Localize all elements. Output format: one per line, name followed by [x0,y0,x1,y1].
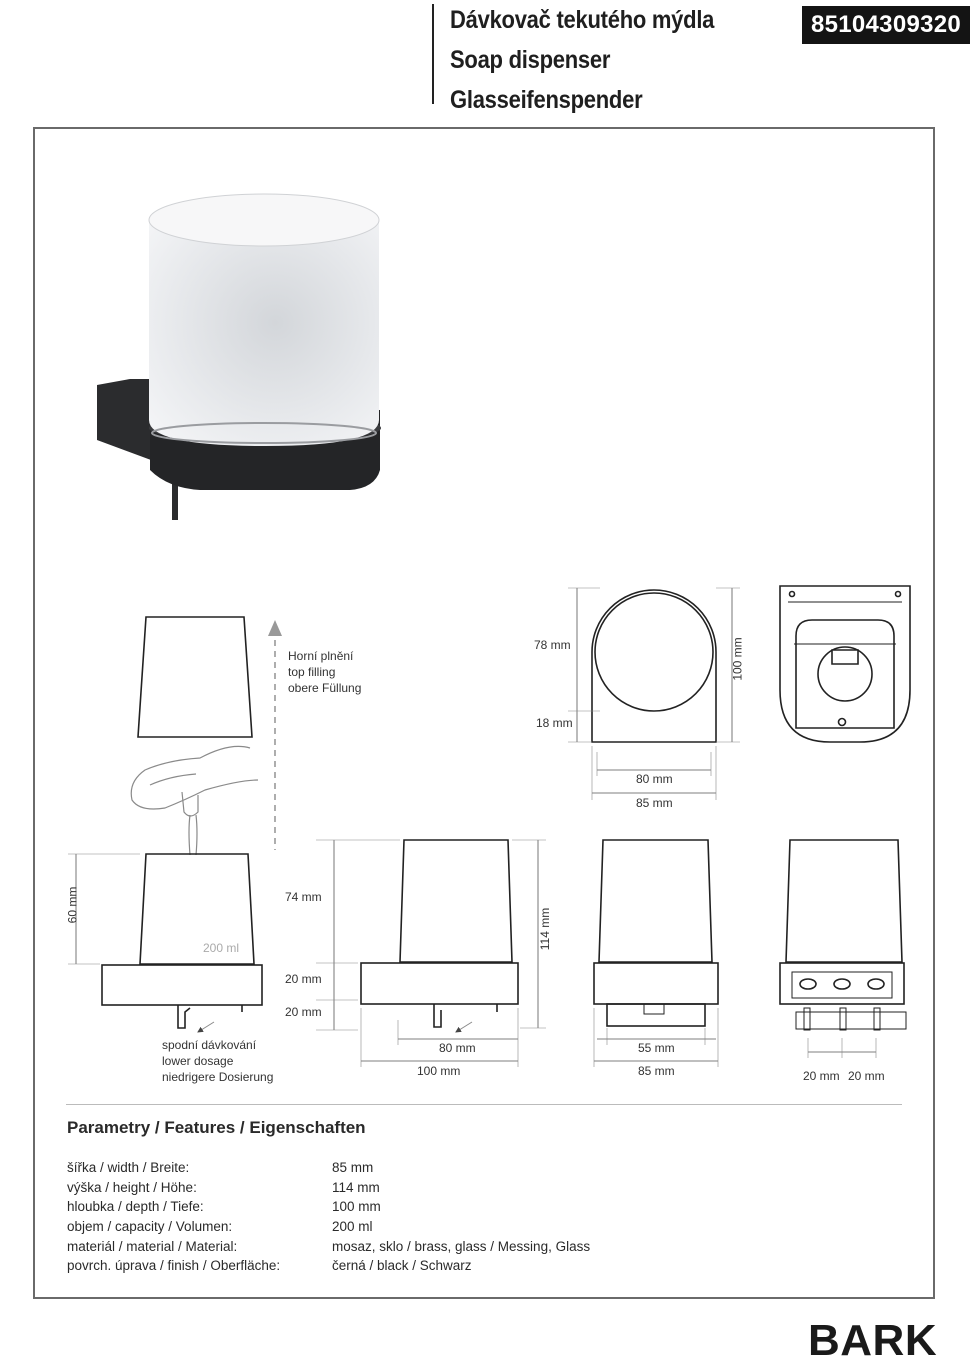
dim-74: 74 mm [285,890,322,904]
dim-80-side: 80 mm [439,1041,476,1055]
feature-label: hloubka / depth / Tiefe: [67,1199,204,1215]
feature-row [67,1258,667,1278]
brand-logo: BARK [808,1316,938,1365]
feature-value: 200 ml [332,1219,373,1235]
feature-row [67,1239,667,1259]
feature-row [67,1199,667,1219]
feature-value: mosaz, sklo / brass, glass / Messing, Glass [332,1238,591,1254]
dim-18: 18 mm [536,716,573,730]
feature-label: výška / height / Höhe: [67,1179,197,1195]
feature-row [67,1219,667,1239]
feature-value: 114 mm [332,1179,380,1195]
feature-row [67,1160,667,1180]
feature-value: 100 mm [332,1199,381,1215]
top-filling-label: Horní plnění top filling obere Füllung [288,649,362,695]
title-cz: Dávkovač tekutého mýdla [450,6,715,34]
feature-label: objem / capacity / Volumen: [67,1219,233,1235]
volume-mark: 200 ml [203,941,240,955]
product-photo [97,194,381,520]
lower-dosage-label: spodní dávkování lower dosage niedrigere Dosierung [162,1038,274,1084]
dim-78: 78 mm [534,638,571,652]
dispenser-front-c [594,840,718,1067]
dispenser-side-b [316,840,546,1067]
dim-60: 60 mm [65,886,80,924]
feature-value: 85 mm [332,1160,374,1175]
dim-20-d: 20 mm [848,1069,885,1083]
title-de: Glasseifenspender [450,86,643,114]
features-table [67,1160,667,1278]
dim-100-vertical: 100 mm [730,637,745,681]
dim-85-front: 85 mm [638,1064,675,1078]
filling-glass [138,617,282,850]
dim-80-top: 80 mm [636,772,673,786]
features-title: Parametry / Features / Eigenschaften [67,1118,366,1137]
features-separator [66,1104,902,1105]
wall-bracket-back [780,586,910,742]
dim-114: 114 mm [538,907,553,951]
product-code: 85104309320 [802,6,970,44]
dim-100-side: 100 mm [417,1064,461,1078]
feature-value: černá / black / Schwarz [332,1258,472,1274]
front-view-round [568,588,740,800]
dim-85-top: 85 mm [636,796,673,810]
title-en: Soap dispenser [450,46,611,74]
feature-label: šířka / width / Breite: [67,1160,190,1175]
feature-label: povrch. úprava / finish / Oberfläche: [67,1258,281,1274]
dim-55: 55 mm [638,1041,675,1055]
feature-row [67,1180,667,1200]
dim-20-b: 20 mm [285,1005,322,1019]
feature-label: materiál / material / Material: [67,1238,238,1254]
hand-sketch [131,746,258,855]
dim-20-a: 20 mm [285,972,322,986]
dim-20-c: 20 mm [803,1069,840,1083]
dispenser-back-d [780,840,906,1058]
